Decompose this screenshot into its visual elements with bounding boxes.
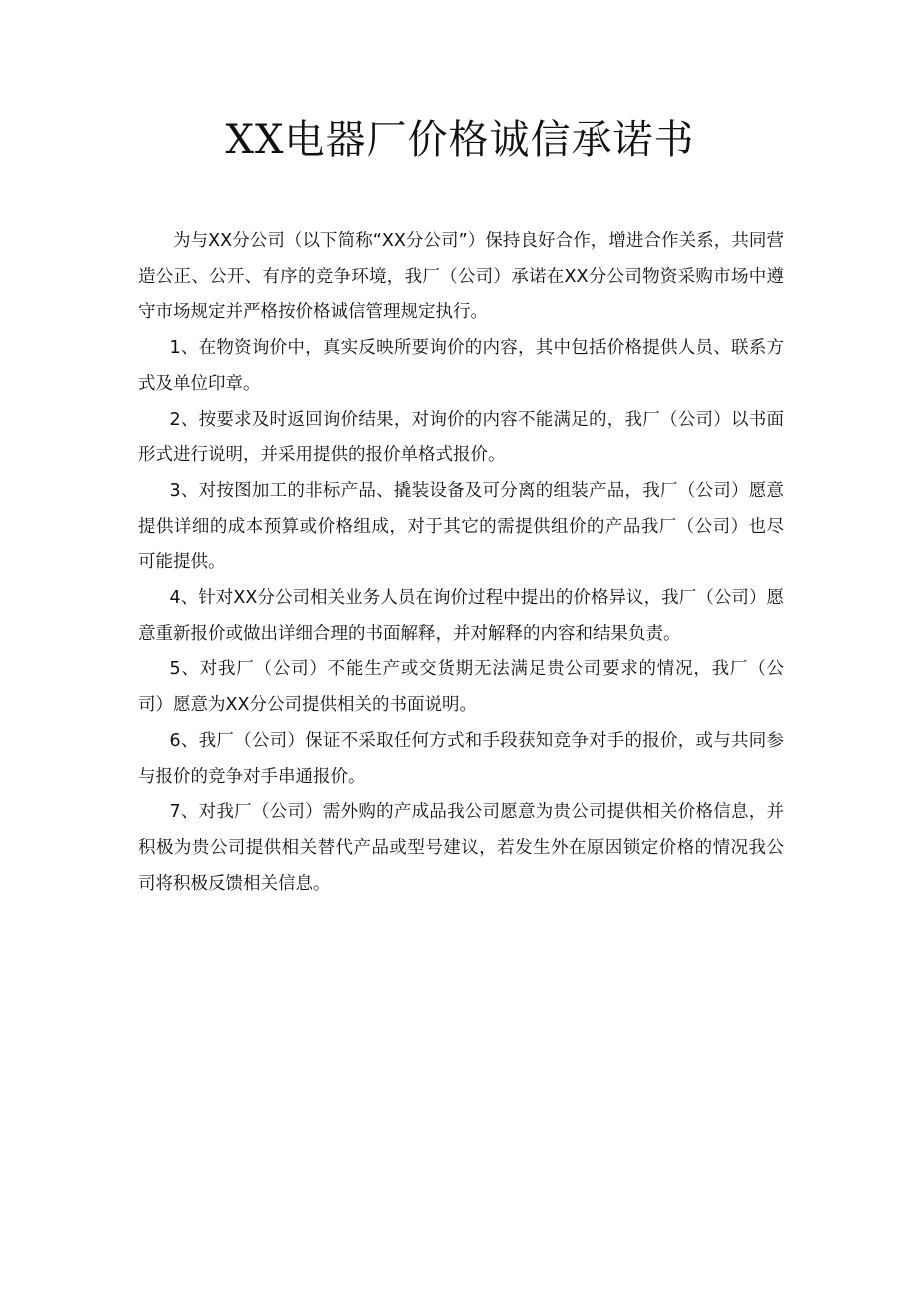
- intro-paragraph: 为与XX分公司（以下简称“XX分公司”）保持良好合作，增进合作关系，共同营造公正、公开、有序的竞争环境，我厂（公司）承诺在XX分公司物资采购市场中遵守市场规定并严格按价格诚信管理规定执行。: [138, 231, 784, 323]
- document-body: [138, 224, 784, 902]
- clause-6-paragraph: 6、我厂（公司）保证不采取任何方式和手段获知竞争对手的报价，或与共同参与报价的竞争对手串通报价。: [138, 730, 784, 787]
- clause-3-paragraph: 3、对按图加工的非标产品、撬装设备及可分离的组装产品，我厂（公司）愿意提供详细的成本预算或价格组成，对于其它的需提供组价的产品我厂（公司）也尽可能提供。: [138, 480, 784, 573]
- clause-7-paragraph: 7、对我厂（公司）需外购的产成品我公司愿意为贵公司提供相关价格信息，并积极为贵公司提供相关替代产品或型号建议，若发生外在原因锁定价格的情况我公司将积极反馈相关信息。: [138, 802, 784, 894]
- document-title: XX电器厂价格诚信承诺书: [225, 117, 695, 163]
- clause-2-paragraph: 2、按要求及时返回询价结果，对询价的内容不能满足的，我厂（公司）以书面形式进行说明，并采用提供的报价单格式报价。: [138, 409, 784, 466]
- clause-5-paragraph: 5、对我厂（公司）不能生产或交货期无法满足贵公司要求的情况，我厂（公司）愿意为XX分公司提供相关的书面说明。: [138, 659, 784, 716]
- clause-4-paragraph: 4、针对XX分公司相关业务人员在询价过程中提出的价格异议，我厂（公司）愿意重新报价或做出详细合理的书面解释，并对解释的内容和结果负责。: [138, 588, 784, 644]
- clause-1-paragraph: 1、在物资询价中，真实反映所要询价的内容，其中包括价格提供人员、联系方式及单位印章。: [138, 338, 784, 394]
